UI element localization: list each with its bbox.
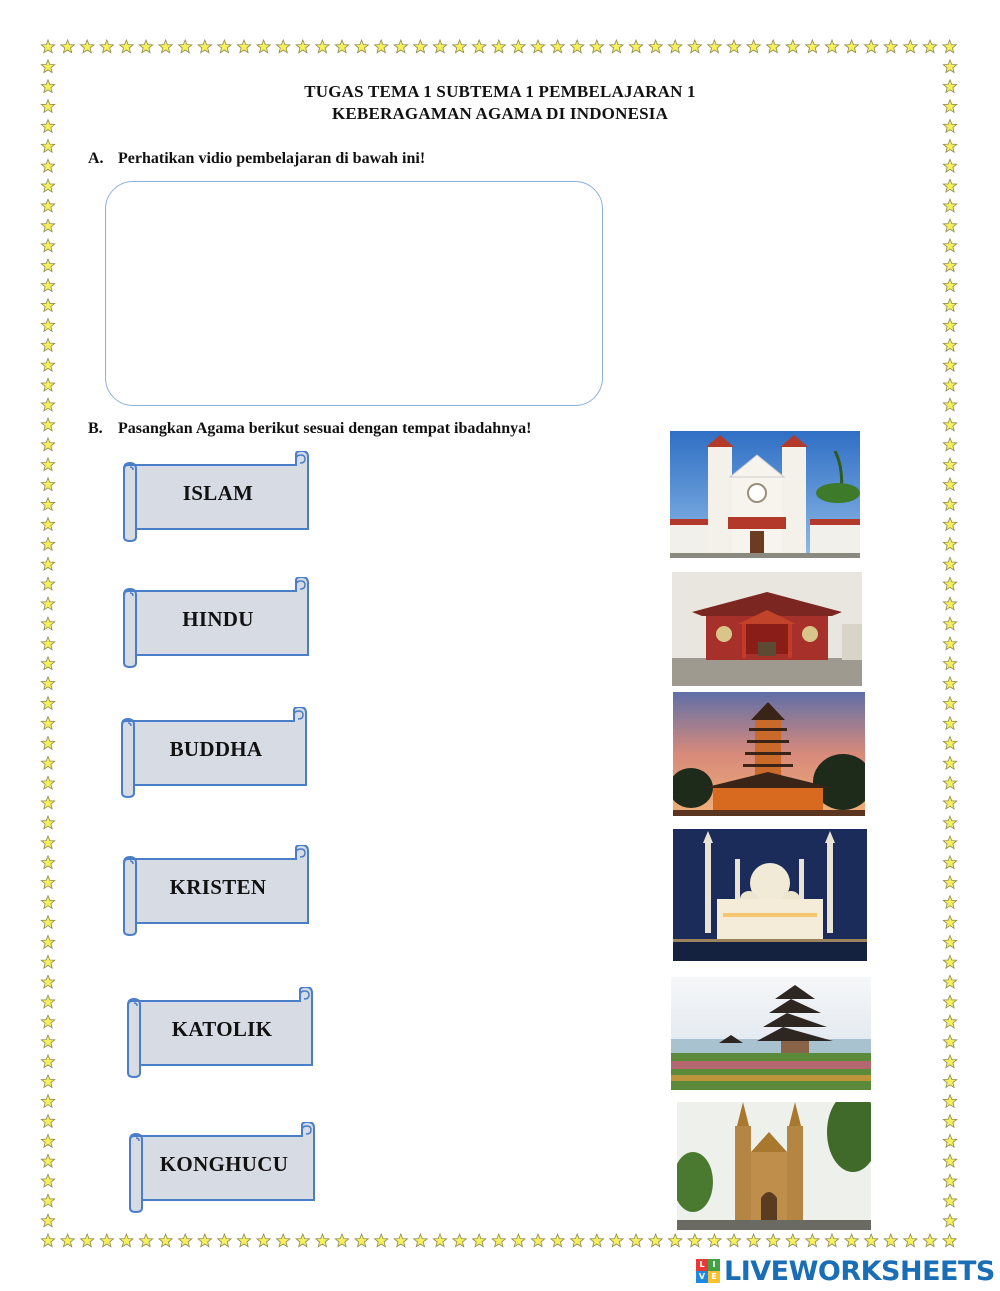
logo-mark-icon: L I V E <box>696 1259 720 1283</box>
border-star-icon <box>41 597 54 610</box>
border-star-icon <box>610 40 623 53</box>
border-star-icon <box>767 1234 780 1247</box>
religion-label-text: KONGHUCU <box>159 1151 289 1176</box>
border-star-icon <box>41 1194 54 1207</box>
border-star-icon <box>453 40 466 53</box>
border-star-icon <box>179 1234 192 1247</box>
border-star-icon <box>41 279 54 292</box>
border-star-icon <box>41 1075 54 1088</box>
border-star-icon <box>41 1115 54 1128</box>
border-star-icon <box>943 478 956 491</box>
border-star-icon <box>81 1234 94 1247</box>
border-star-icon <box>335 1234 348 1247</box>
border-star-icon <box>943 896 956 909</box>
border-star-icon <box>943 1095 956 1108</box>
border-star-icon <box>943 199 956 212</box>
religion-label-text: KRISTEN <box>169 874 267 899</box>
border-star-icon <box>943 737 956 750</box>
border-star-icon <box>649 1234 662 1247</box>
border-star-icon <box>316 1234 329 1247</box>
mosque-illustration <box>673 829 867 961</box>
border-star-icon <box>943 597 956 610</box>
pagoda-photo[interactable] <box>673 692 865 816</box>
border-star-icon <box>943 339 956 352</box>
border-star-icon <box>767 40 780 53</box>
border-star-icon <box>120 1234 133 1247</box>
church-white-photo[interactable] <box>670 431 860 558</box>
border-star-icon <box>41 1154 54 1167</box>
border-star-icon <box>296 1234 309 1247</box>
border-star-icon <box>943 1075 956 1088</box>
border-star-icon <box>41 159 54 172</box>
border-star-icon <box>100 40 113 53</box>
religion-label-text: HINDU <box>182 606 254 631</box>
border-star-icon <box>943 677 956 690</box>
border-star-icon <box>943 1055 956 1068</box>
religion-label-kristen[interactable] <box>116 845 316 937</box>
border-star-icon <box>41 458 54 471</box>
border-star-icon <box>551 40 564 53</box>
border-star-icon <box>41 478 54 491</box>
border-star-icon <box>159 40 172 53</box>
border-star-icon <box>629 40 642 53</box>
border-star-icon <box>943 358 956 371</box>
border-star-icon <box>943 557 956 570</box>
section-a-heading <box>88 150 425 168</box>
border-star-icon <box>688 40 701 53</box>
border-star-icon <box>277 1234 290 1247</box>
border-star-icon <box>355 40 368 53</box>
border-star-icon <box>943 657 956 670</box>
border-star-icon <box>943 259 956 272</box>
worksheet-title: TUGAS TEMA 1 SUBTEMA 1 PEMBELAJARAN 1 <box>304 82 696 101</box>
border-star-icon <box>277 40 290 53</box>
border-star-icon <box>943 916 956 929</box>
border-star-icon <box>512 40 525 53</box>
border-star-icon <box>41 1035 54 1048</box>
border-star-icon <box>41 936 54 949</box>
border-star-icon <box>41 1214 54 1227</box>
border-star-icon <box>865 1234 878 1247</box>
border-star-icon <box>943 319 956 332</box>
section-b-heading <box>88 420 531 438</box>
border-star-icon <box>41 339 54 352</box>
border-star-icon <box>727 40 740 53</box>
border-star-icon <box>41 816 54 829</box>
border-star-icon <box>237 1234 250 1247</box>
border-star-icon <box>845 40 858 53</box>
bali-temple-illustration <box>671 977 871 1090</box>
border-star-icon <box>943 398 956 411</box>
border-star-icon <box>473 40 486 53</box>
border-star-icon <box>786 1234 799 1247</box>
border-star-icon <box>943 418 956 431</box>
mosque-photo[interactable] <box>673 829 867 961</box>
border-star-icon <box>943 637 956 650</box>
border-star-icon <box>218 40 231 53</box>
border-star-icon <box>139 1234 152 1247</box>
border-star-icon <box>943 617 956 630</box>
border-star-icon <box>41 40 54 53</box>
border-star-icon <box>943 140 956 153</box>
border-star-icon <box>41 995 54 1008</box>
border-star-icon <box>41 737 54 750</box>
religion-label-text: BUDDHA <box>169 736 263 761</box>
border-star-icon <box>943 538 956 551</box>
border-star-icon <box>355 1234 368 1247</box>
border-star-icon <box>159 1234 172 1247</box>
border-star-icon <box>237 40 250 53</box>
bali-temple-photo[interactable] <box>671 977 871 1090</box>
border-star-icon <box>41 975 54 988</box>
border-star-icon <box>747 1234 760 1247</box>
border-star-icon <box>571 40 584 53</box>
border-star-icon <box>139 40 152 53</box>
border-star-icon <box>492 1234 505 1247</box>
border-star-icon <box>335 40 348 53</box>
border-star-icon <box>512 1234 525 1247</box>
border-star-icon <box>41 776 54 789</box>
border-star-icon <box>943 299 956 312</box>
border-star-icon <box>433 1234 446 1247</box>
border-star-icon <box>41 60 54 73</box>
border-star-icon <box>433 40 446 53</box>
border-star-icon <box>375 40 388 53</box>
pagoda-illustration <box>673 692 865 816</box>
border-star-icon <box>61 1234 74 1247</box>
logo-text: LIVEWORKSHEETS <box>724 1255 995 1287</box>
border-star-icon <box>884 40 897 53</box>
border-star-icon <box>943 1194 956 1207</box>
border-star-icon <box>904 1234 917 1247</box>
border-star-icon <box>590 1234 603 1247</box>
religion-label-islam[interactable] <box>116 451 316 543</box>
border-star-icon <box>943 498 956 511</box>
border-star-icon <box>943 378 956 391</box>
border-star-icon <box>825 40 838 53</box>
border-star-icon <box>414 40 427 53</box>
border-star-icon <box>41 876 54 889</box>
border-star-icon <box>610 1234 623 1247</box>
border-star-icon <box>41 1234 54 1247</box>
section-a-text: Perhatikan vidio pembelajaran di bawah ini! <box>118 150 426 167</box>
border-star-icon <box>41 677 54 690</box>
border-star-icon <box>669 1234 682 1247</box>
border-star-icon <box>943 1115 956 1128</box>
border-star-icon <box>120 40 133 53</box>
border-star-icon <box>100 1234 113 1247</box>
border-star-icon <box>41 219 54 232</box>
border-star-icon <box>41 438 54 451</box>
border-star-icon <box>943 1174 956 1187</box>
border-star-icon <box>923 40 936 53</box>
border-star-icon <box>453 1234 466 1247</box>
border-star-icon <box>943 458 956 471</box>
border-star-icon <box>943 936 956 949</box>
religion-label-konghucu[interactable] <box>122 1122 322 1214</box>
border-star-icon <box>296 40 309 53</box>
worksheet-subtitle: KEBERAGAMAN AGAMA DI INDONESIA <box>331 104 669 123</box>
border-star-icon <box>41 916 54 929</box>
border-star-icon <box>943 697 956 710</box>
border-star-icon <box>41 617 54 630</box>
border-star-icon <box>61 40 74 53</box>
border-star-icon <box>41 557 54 570</box>
border-star-icon <box>943 836 956 849</box>
border-star-icon <box>943 796 956 809</box>
border-star-icon <box>943 1035 956 1048</box>
border-star-icon <box>41 1015 54 1028</box>
border-star-icon <box>41 199 54 212</box>
border-star-icon <box>845 1234 858 1247</box>
border-star-icon <box>531 40 544 53</box>
border-star-icon <box>825 1234 838 1247</box>
religion-label-text: ISLAM <box>182 480 254 505</box>
religion-label-text: KATOLIK <box>171 1016 273 1041</box>
border-star-icon <box>943 1214 956 1227</box>
cathedral-photo[interactable] <box>677 1102 871 1230</box>
border-star-icon <box>943 776 956 789</box>
border-star-icon <box>943 995 956 1008</box>
border-star-icon <box>943 60 956 73</box>
border-star-icon <box>41 697 54 710</box>
border-star-icon <box>943 975 956 988</box>
border-star-icon <box>179 40 192 53</box>
border-star-icon <box>394 1234 407 1247</box>
border-star-icon <box>473 1234 486 1247</box>
border-star-icon <box>41 259 54 272</box>
border-star-icon <box>943 179 956 192</box>
border-star-icon <box>41 358 54 371</box>
border-star-icon <box>571 1234 584 1247</box>
border-star-icon <box>943 518 956 531</box>
border-star-icon <box>669 40 682 53</box>
border-star-icon <box>41 756 54 769</box>
border-star-icon <box>943 816 956 829</box>
border-star-icon <box>884 1234 897 1247</box>
border-star-icon <box>394 40 407 53</box>
border-star-icon <box>590 40 603 53</box>
border-star-icon <box>943 955 956 968</box>
border-star-icon <box>41 1055 54 1068</box>
liveworksheets-logo[interactable] <box>696 1254 995 1288</box>
border-star-icon <box>41 657 54 670</box>
border-star-icon <box>943 1234 956 1247</box>
border-star-icon <box>943 438 956 451</box>
border-star-icon <box>943 756 956 769</box>
border-star-icon <box>257 1234 270 1247</box>
border-star-icon <box>708 40 721 53</box>
border-star-icon <box>806 40 819 53</box>
border-star-icon <box>41 239 54 252</box>
religion-label-hindu[interactable] <box>116 577 316 669</box>
border-star-icon <box>629 1234 642 1247</box>
border-star-icon <box>41 1135 54 1148</box>
border-star-icon <box>41 955 54 968</box>
church-white-illustration <box>670 431 860 558</box>
border-star-icon <box>218 1234 231 1247</box>
border-star-icon <box>786 40 799 53</box>
border-star-icon <box>41 418 54 431</box>
chinese-temple-illustration <box>672 572 862 686</box>
border-star-icon <box>943 279 956 292</box>
border-star-icon <box>41 637 54 650</box>
border-star-icon <box>531 1234 544 1247</box>
border-star-icon <box>41 896 54 909</box>
border-star-icon <box>41 498 54 511</box>
border-star-icon <box>375 1234 388 1247</box>
border-star-icon <box>81 40 94 53</box>
video-placeholder[interactable] <box>105 181 603 406</box>
border-star-icon <box>943 876 956 889</box>
border-star-icon <box>943 1015 956 1028</box>
border-star-icon <box>492 40 505 53</box>
border-star-icon <box>41 378 54 391</box>
border-star-icon <box>41 577 54 590</box>
border-star-icon <box>865 40 878 53</box>
border-star-icon <box>943 40 956 53</box>
border-star-icon <box>41 538 54 551</box>
border-star-icon <box>943 159 956 172</box>
border-star-icon <box>943 577 956 590</box>
border-star-icon <box>806 1234 819 1247</box>
border-star-icon <box>41 299 54 312</box>
section-b-text: Pasangkan Agama berikut sesuai dengan tempat ibadahnya! <box>118 420 532 437</box>
border-star-icon <box>41 140 54 153</box>
border-star-icon <box>257 40 270 53</box>
border-star-icon <box>943 219 956 232</box>
border-star-icon <box>649 40 662 53</box>
border-star-icon <box>41 179 54 192</box>
border-star-icon <box>414 1234 427 1247</box>
border-star-icon <box>708 1234 721 1247</box>
chinese-temple-photo[interactable] <box>672 572 862 686</box>
border-star-icon <box>943 1154 956 1167</box>
border-star-icon <box>41 1095 54 1108</box>
border-star-icon <box>727 1234 740 1247</box>
border-star-icon <box>943 1135 956 1148</box>
section-b-number: B. <box>88 420 103 437</box>
border-star-icon <box>41 518 54 531</box>
border-star-icon <box>41 856 54 869</box>
border-star-icon <box>41 398 54 411</box>
border-star-icon <box>41 836 54 849</box>
border-star-icon <box>943 239 956 252</box>
border-star-icon <box>41 1174 54 1187</box>
religion-label-katolik[interactable] <box>120 987 320 1079</box>
border-star-icon <box>943 856 956 869</box>
section-a-number: A. <box>88 150 104 167</box>
border-star-icon <box>41 319 54 332</box>
border-star-icon <box>198 1234 211 1247</box>
border-star-icon <box>923 1234 936 1247</box>
border-star-icon <box>198 40 211 53</box>
border-star-icon <box>747 40 760 53</box>
border-star-icon <box>943 717 956 730</box>
border-star-icon <box>41 717 54 730</box>
border-star-icon <box>41 796 54 809</box>
religion-label-buddha[interactable] <box>114 707 314 799</box>
border-star-icon <box>688 1234 701 1247</box>
cathedral-illustration <box>677 1102 871 1230</box>
border-star-icon <box>904 40 917 53</box>
border-star-icon <box>316 40 329 53</box>
border-star-icon <box>551 1234 564 1247</box>
